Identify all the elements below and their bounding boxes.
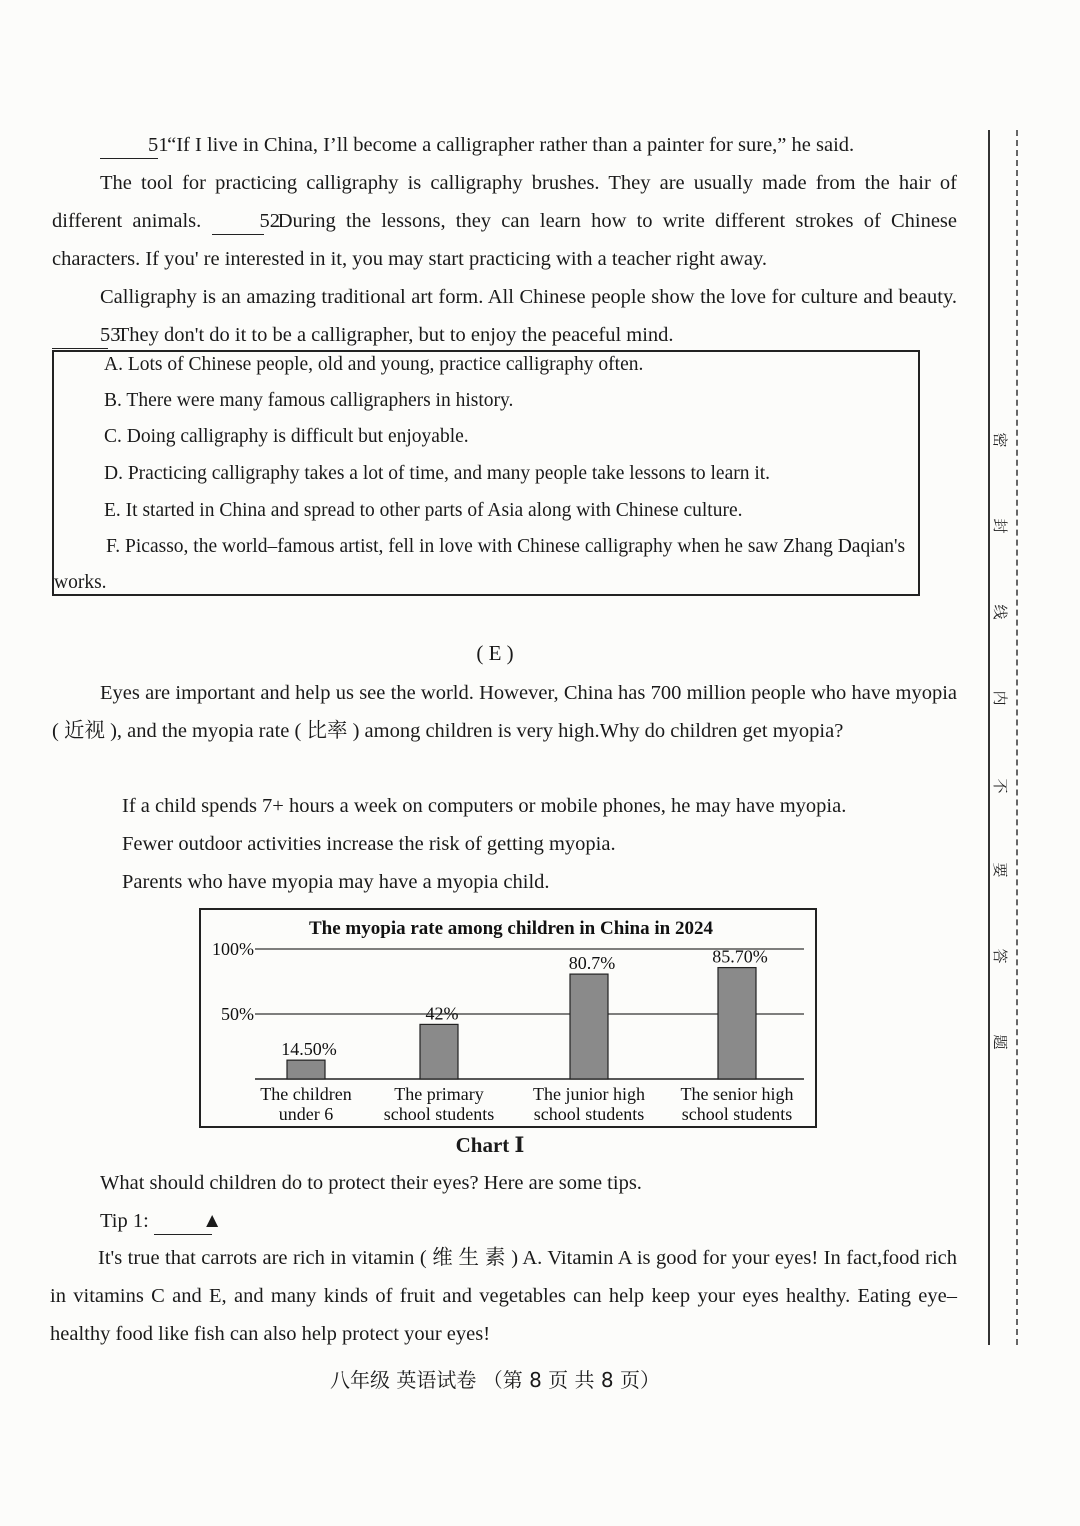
myopia-chart bbox=[199, 908, 817, 1128]
option-a: A. Lots of Chinese people, old and young, practice calligraphy often. bbox=[104, 354, 644, 375]
option-b: B. There were many famous calligraphers in history. bbox=[104, 390, 514, 411]
data-label-1: 14.50% bbox=[281, 1039, 337, 1060]
blank-52: 52 bbox=[212, 208, 264, 235]
chart-caption: Chart Ⅰ bbox=[455, 1133, 525, 1157]
option-f: F. Picasso, the world–famous artist, fell in love with Chinese calligraphy when he saw Zhang Daqian's works. bbox=[54, 536, 906, 593]
category-label-4: The senior high bbox=[680, 1084, 794, 1104]
tip-1-blank: ▲ bbox=[154, 1208, 212, 1235]
tip-1-text: It's true that carrots are rich in vitamin ( 维 生 素 ) A. Vitamin A is good for your eyes! In fact,food rich in vitamins C and E, and many kinds of fruit and vegetables can help keep your eyes healthy. Eating eye–healthy food like fish can also help protect your eyes! bbox=[50, 1247, 957, 1345]
passage-d-para-3 bbox=[52, 278, 957, 354]
bullet-2: Fewer outdoor activities increase the risk of getting myopia. bbox=[122, 833, 616, 855]
section-e-intro: Eyes are important and help us see the world. However, China has 700 million people who have myopia ( 近视 ), and the myopia rate ( 比率 ) among children is very high.Why do children get myopia? bbox=[52, 682, 957, 742]
data-label-4: 85.70% bbox=[712, 946, 768, 967]
para-1-text: “If I live in China, I’ll become a calligrapher rather than a painter for sure,” he said. bbox=[167, 134, 855, 156]
bullet-1: If a child spends 7+ hours a week on computers or mobile phones, he may have myopia. bbox=[122, 795, 847, 817]
margin-char-8: 题 bbox=[990, 1030, 1010, 1054]
tips-intro: What should children do to protect their eyes? Here are some tips. bbox=[100, 1172, 642, 1194]
bullet-3: Parents who have myopia may have a myopia child. bbox=[122, 871, 550, 893]
data-label-3: 80.7% bbox=[568, 953, 616, 974]
margin-char-6: 要 bbox=[990, 858, 1010, 882]
category-label-2: school students bbox=[383, 1104, 495, 1124]
category-label-2: The primary bbox=[394, 1084, 484, 1104]
tip-1-line bbox=[52, 1202, 957, 1240]
margin-char-2: 封 bbox=[990, 514, 1010, 538]
blank-53: 53 bbox=[52, 322, 108, 349]
y-tick-label: 50% bbox=[221, 1004, 254, 1024]
option-e: E. It started in China and spread to other parts of Asia along with Chinese culture. bbox=[104, 500, 743, 521]
option-c: C. Doing calligraphy is difficult but enjoyable. bbox=[104, 426, 469, 447]
margin-dashed-line bbox=[1016, 130, 1018, 1345]
bar-4 bbox=[718, 968, 756, 1079]
page-footer: 八年级 英语试卷 （第 8 页 共 8 页） bbox=[330, 1368, 660, 1392]
category-label-3: The junior high bbox=[533, 1084, 645, 1104]
margin-solid-line bbox=[988, 130, 990, 1345]
data-label-2: 42% bbox=[425, 1003, 459, 1024]
margin-char-7: 答 bbox=[990, 944, 1010, 968]
option-d: D. Practicing calligraphy takes a lot of time, and many people take lessons to learn it. bbox=[104, 463, 771, 484]
margin-char-1: 密 bbox=[990, 428, 1010, 452]
category-label-1: The children bbox=[260, 1084, 352, 1104]
blank-51: 51 bbox=[100, 132, 158, 159]
passage-d-para-2 bbox=[52, 164, 957, 278]
chart-title: The myopia rate among children in China in 2024 bbox=[309, 918, 713, 939]
para-3-before: Calligraphy is an amazing traditional art form. All Chinese people show the love for culture and beauty. bbox=[100, 286, 957, 308]
category-label-3: school students bbox=[533, 1104, 645, 1124]
para-3-after: They don't do it to be a calligrapher, but to enjoy the peaceful mind. bbox=[116, 324, 674, 346]
margin-char-4: 内 bbox=[990, 686, 1010, 710]
para-2-after: During the lessons, they can learn how to write different strokes of Chinese characters. If you' re interested in it, you may start practicing with a teacher right away. bbox=[52, 210, 958, 270]
margin-char-5: 不 bbox=[990, 774, 1010, 798]
category-label-4: school students bbox=[681, 1104, 793, 1124]
section-e-title: ( E ) bbox=[476, 641, 514, 665]
para-2-before: The tool for practicing calligraphy is calligraphy brushes. They are usually made from the hair of different animals. bbox=[52, 172, 957, 232]
bar-2 bbox=[420, 1024, 458, 1079]
passage-d-para-1 bbox=[52, 126, 957, 164]
tip-1-label: Tip 1: bbox=[100, 1210, 149, 1232]
category-label-1: under 6 bbox=[278, 1104, 334, 1124]
myopia-bar-chart bbox=[201, 910, 815, 1126]
y-tick-label: 100% bbox=[212, 939, 254, 959]
margin-char-3: 线 bbox=[990, 600, 1010, 624]
bar-1 bbox=[287, 1060, 325, 1079]
bar-3 bbox=[570, 974, 608, 1079]
